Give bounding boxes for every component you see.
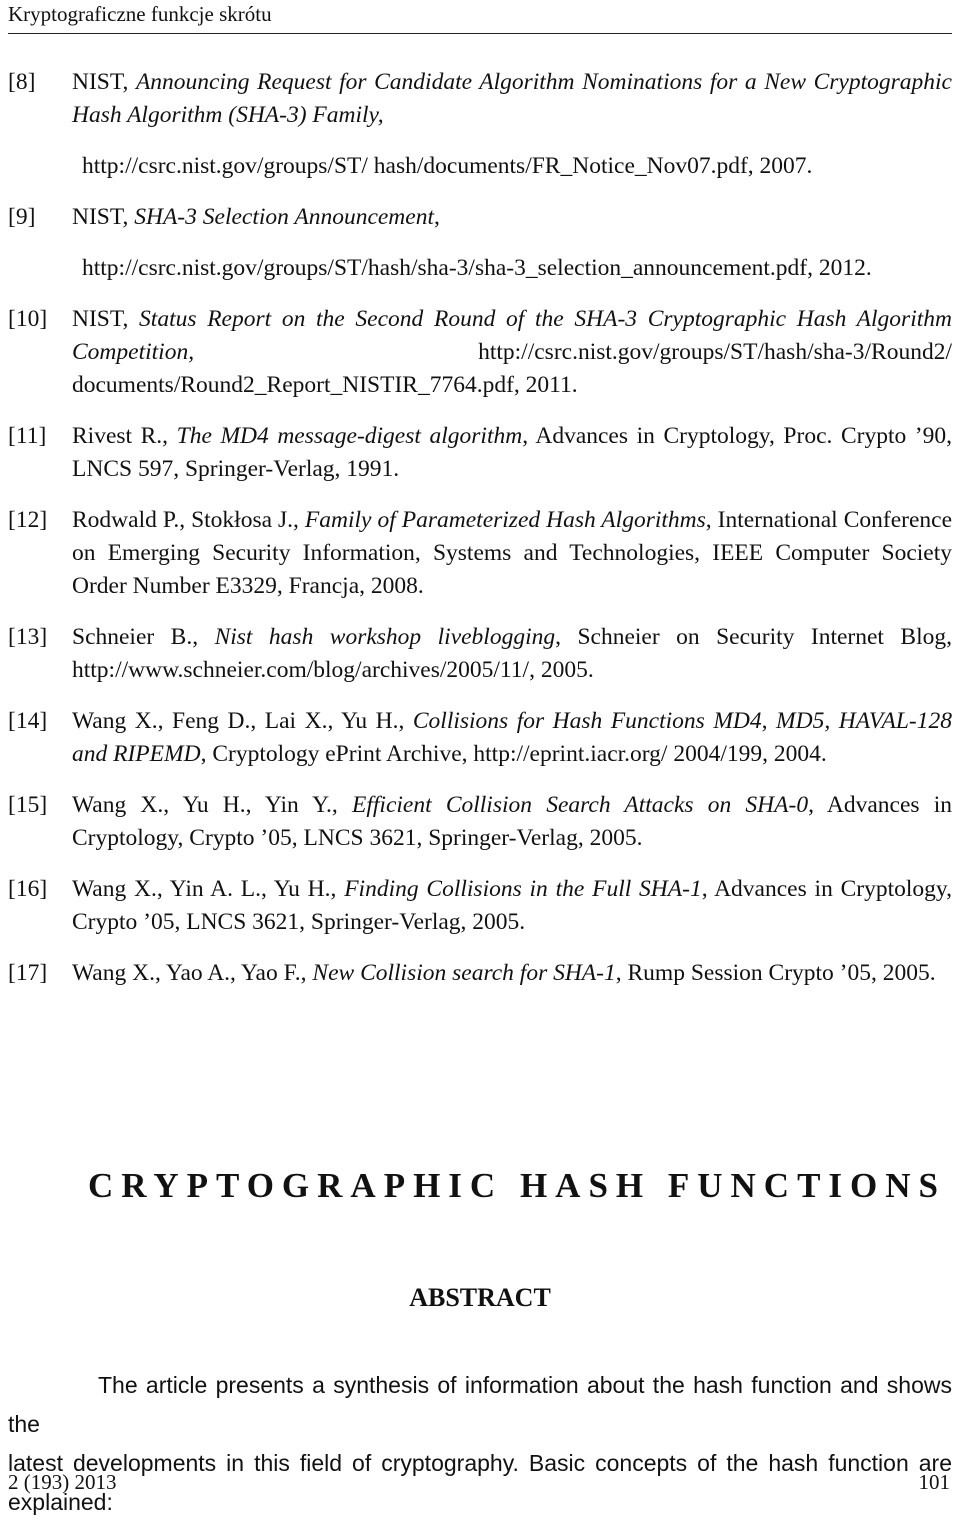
reference-authors: NIST,	[72, 204, 135, 230]
reference-number: [12]	[8, 507, 48, 533]
reference-details: , Advances in Cryptology, Crypto ’05, LNCS 3621, Springer-Verlag, 2005.	[72, 876, 953, 935]
reference-url[interactable]: http://csrc.nist.gov/groups/ST/ hash/documents/FR_Notice_Nov07.pdf, 2007.	[82, 153, 813, 179]
abstract-line: The article presents a synthesis of information about the hash function and shows the	[8, 1372, 952, 1437]
reference-item	[8, 201, 952, 285]
reference-details: http://csrc.nist.gov/groups/ST/hash/sha-3/Round2/ documents/Round2_Report_NISTIR_7764.pdf, 2011.	[72, 339, 952, 398]
english-title: CRYPTOGRAPHIC HASH FUNCTIONS	[88, 1166, 947, 1205]
reference-number: [13]	[8, 624, 48, 650]
page-number: 101	[918, 1470, 950, 1494]
reference-number: [17]	[8, 960, 48, 986]
reference-details: , International Conference on Emerging Security Information, Systems and Technologies, IEEE Computer Society Order Number E3329, Francja, 2008.	[72, 507, 952, 599]
reference-title: SHA-3 Selection Announcement	[134, 204, 434, 230]
reference-authors: Wang X., Yao A., Yao F.,	[72, 960, 313, 986]
reference-item	[8, 957, 952, 990]
reference-number: [14]	[8, 708, 48, 734]
reference-number: [11]	[8, 423, 47, 449]
reference-title: Collisions for Hash Functions MD4, MD5, HAVAL-128 and RIPEMD	[72, 708, 952, 767]
reference-number: [9]	[8, 204, 36, 230]
abstract-line: latest developments in this field of cryptography. Basic concepts of the hash function are explained:	[8, 1450, 952, 1515]
reference-details: , Advances in Cryptology, Crypto ’05, LNCS 3621, Springer-Verlag, 2005.	[72, 792, 953, 851]
reference-authors: NIST,	[72, 69, 136, 95]
reference-authors: Wang X., Yin A. L., Yu H.,	[72, 876, 345, 902]
reference-number: [10]	[8, 306, 48, 332]
reference-title: Finding Collisions in the Full SHA-1	[344, 876, 702, 902]
abstract-text	[8, 1366, 952, 1522]
reference-number: [8]	[8, 69, 36, 95]
running-header-title: Kryptograficzne funkcje skrótu	[8, 2, 272, 26]
reference-item	[8, 303, 952, 402]
reference-authors: Rivest R.,	[72, 423, 177, 449]
reference-item	[8, 420, 952, 486]
reference-title: Nist hash workshop liveblogging	[214, 624, 556, 650]
reference-item	[8, 66, 952, 183]
reference-details: , Schneier on Security Internet Blog, http://www.schneier.com/blog/archives/2005/11/, 2005.	[72, 624, 952, 683]
abstract-label: ABSTRACT	[409, 1283, 551, 1312]
reference-authors: Wang X., Yu H., Yin Y.,	[72, 792, 353, 818]
reference-title: The MD4 message-digest algorithm	[176, 423, 523, 449]
reference-authors: Schneier B.,	[72, 624, 215, 650]
reference-list	[8, 66, 952, 1008]
reference-number: [15]	[8, 792, 48, 818]
reference-details: ,	[434, 204, 440, 230]
reference-item	[8, 621, 952, 687]
reference-item	[8, 504, 952, 603]
reference-authors: Rodwald P., Stokłosa J.,	[72, 507, 305, 533]
reference-authors: NIST,	[72, 306, 140, 332]
reference-title: New Collision search for SHA-1	[312, 960, 616, 986]
reference-title: Announcing Request for Candidate Algorithm Nominations for a New Cryptographic Hash Algorithm (SHA-3) Family,	[72, 69, 952, 128]
reference-url[interactable]: http://csrc.nist.gov/groups/ST/hash/sha-3/sha-3_selection_announcement.pdf, 2012.	[82, 255, 872, 281]
reference-item	[8, 789, 952, 855]
reference-title: Efficient Collision Search Attacks on SHA-0	[352, 792, 809, 818]
reference-title: Status Report on the Second Round of the SHA-3 Cryptographic Hash Algorithm Competition,	[72, 306, 952, 365]
reference-details: , Advances in Cryptology, Proc. Crypto ’90, LNCS 597, Springer-Verlag, 1991.	[72, 423, 952, 482]
reference-item	[8, 873, 952, 939]
reference-details: , Rump Session Crypto ’05, 2005.	[615, 960, 936, 986]
reference-authors: Wang X., Feng D., Lai X., Yu H.,	[72, 708, 413, 734]
header-divider	[8, 33, 952, 34]
reference-number: [16]	[8, 876, 48, 902]
running-header	[8, 0, 952, 36]
reference-title: Family of Parameterized Hash Algorithms	[304, 507, 706, 533]
reference-item	[8, 705, 952, 771]
footer-issue: 2 (193) 2013	[8, 1470, 117, 1494]
reference-details: , Cryptology ePrint Archive, http://eprint.iacr.org/ 2004/199, 2004.	[200, 741, 827, 767]
